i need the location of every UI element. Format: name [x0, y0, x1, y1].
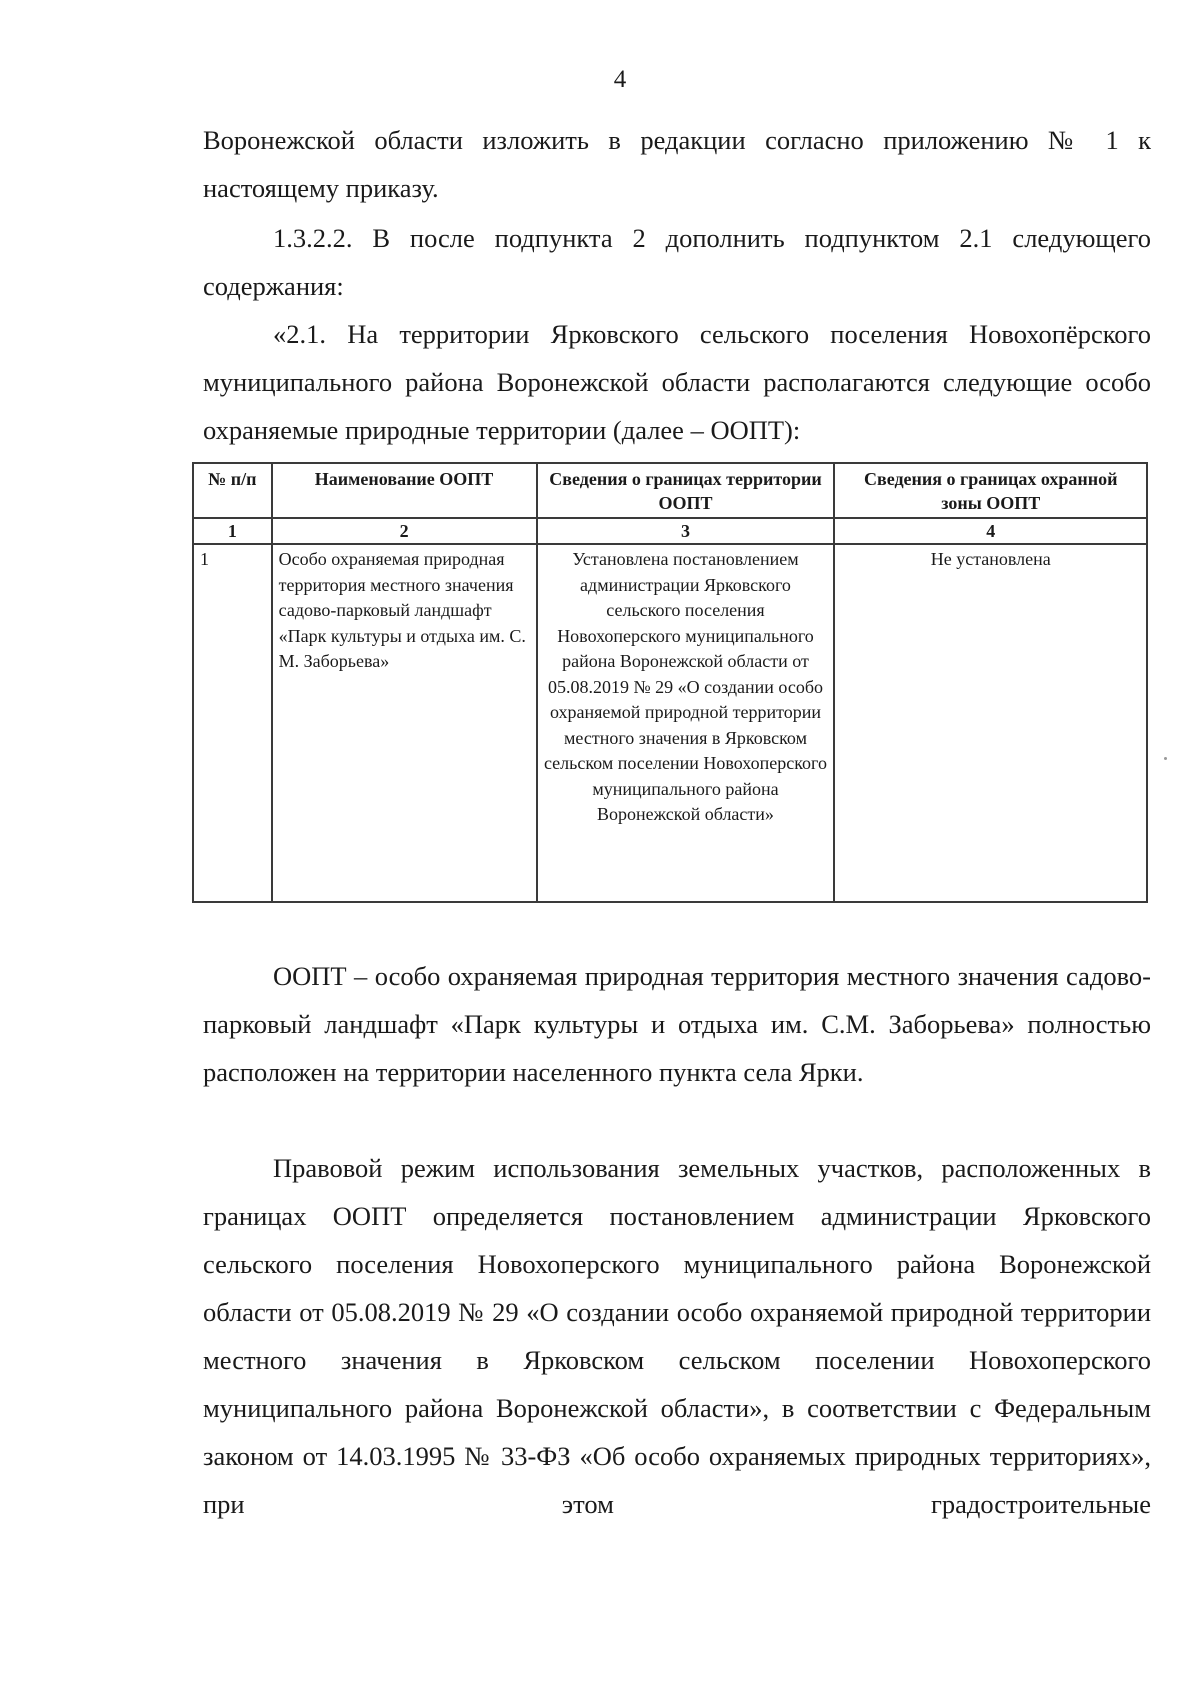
column-number: 4: [834, 518, 1147, 544]
table-row: [193, 544, 1147, 902]
page-number: 4: [613, 66, 627, 93]
cell-territory-bounds: Установлена постановлением администрации Ярковского сельского поселения Новохоперского муниципального района Воронежской области от 05.08.2019 № 29 «О создании особо охраняемой природной территории местного значения в Ярковском сельском поселении Новохоперского муниципального района Воронежской области»: [537, 544, 835, 902]
table-header-row: [193, 463, 1147, 518]
header-protection-zone: Сведения о границах охранной зоны ООПТ: [834, 463, 1147, 518]
column-number: 2: [272, 518, 537, 544]
paragraph-intro: Воронежской области изложить в редакции согласно приложению № 1 к настоящему приказу.: [203, 125, 1151, 203]
cell-number: 1: [193, 544, 272, 902]
paragraph-legal-regime: Правовой режим использования земельных участков, расположенных в границах ООПТ определяется постановлением администрации Ярковского сельского поселения Новохоперского муниципального района Воронежской области от 05.08.2019 № 29 «О создании особо охраняемой природной территории местного значения в Ярковском сельском поселении Новохоперского муниципального района Воронежской области», в соответствии с Федеральным законом от 14.03.1995 № 33-ФЗ «Об особо охраняемых природных территориях», при этом градостроительные: [203, 1153, 1151, 1519]
header-number: № п/п: [193, 463, 272, 518]
column-number: 1: [193, 518, 272, 544]
column-number-row: [193, 518, 1147, 544]
paragraph-oopt-location: ООПТ – особо охраняемая природная территория местного значения садово-парковый ландшафт «Парк культуры и отдыха им. С.М. Заборьева» полностью расположен на территории населенного пункта села Ярки.: [203, 961, 1151, 1087]
oopt-table: [192, 462, 1148, 903]
cell-oopt-name: Особо охраняемая природная территория местного значения садово-парковый ландшафт «Парк культуры и отдыха им. С. М. Заборьева»: [272, 544, 537, 902]
header-name: Наименование ООПТ: [272, 463, 537, 518]
header-territory-bounds: Сведения о границах территории ООПТ: [537, 463, 835, 518]
column-number: 3: [537, 518, 835, 544]
scan-speck: [1164, 757, 1167, 760]
paragraph-subclause: 1.3.2.2. В после подпункта 2 дополнить подпунктом 2.1 следующего содержания:: [203, 223, 1151, 301]
paragraph-territories: «2.1. На территории Ярковского сельского поселения Новохопёрского муниципального района Воронежской области располагаются следующие особо охраняемые природные территории (далее – ООПТ):: [203, 319, 1151, 445]
cell-protection-zone: Не установлена: [834, 544, 1147, 902]
